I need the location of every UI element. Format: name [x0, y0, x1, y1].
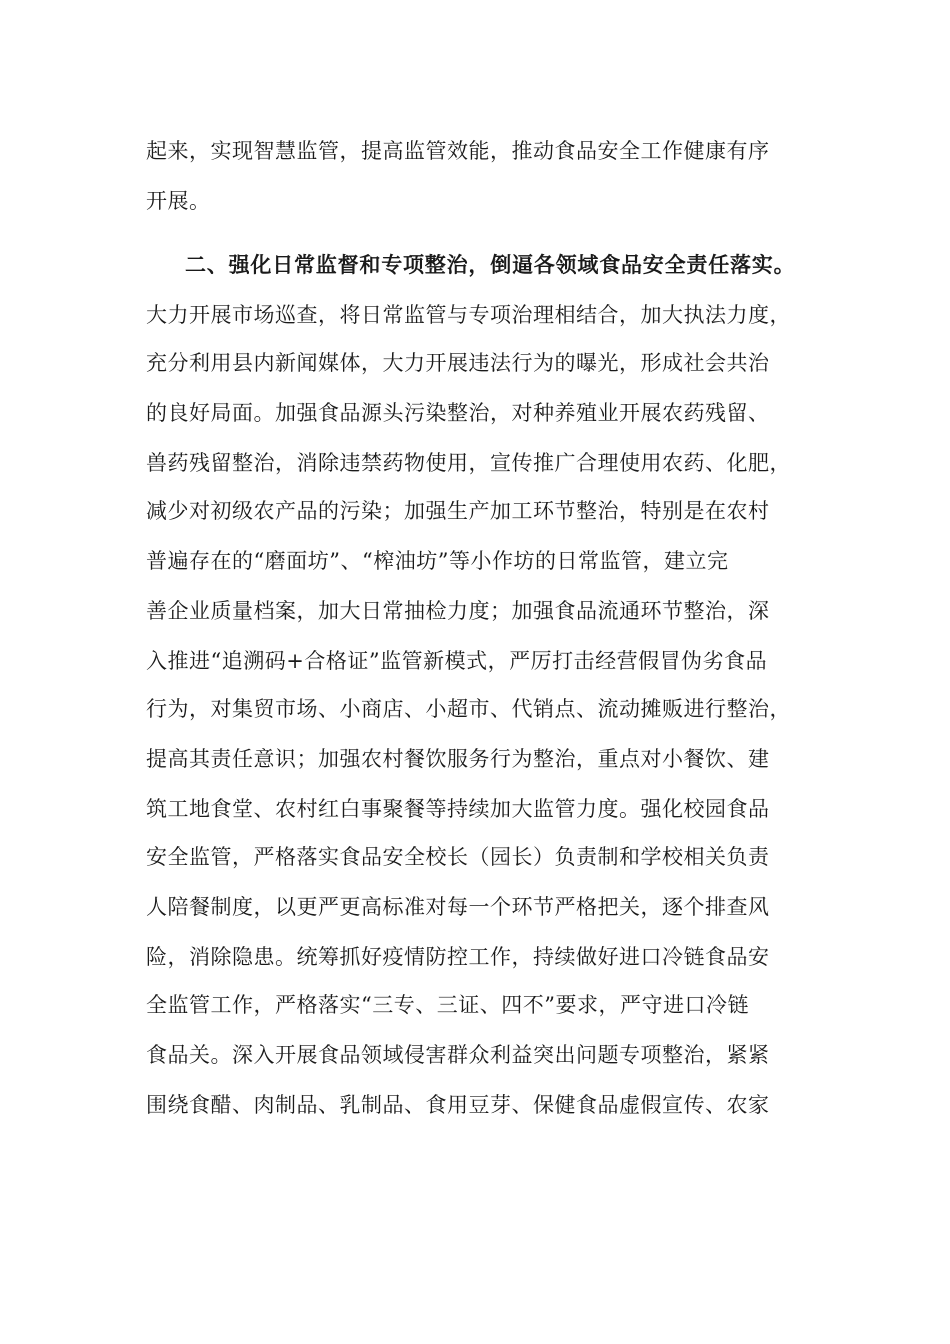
text-line: 入推进“追溯码+合格证”监管新模式，严厉打击经营假冒伪劣食品: [146, 649, 768, 673]
text-line: 险，消除隐患。统筹抓好疫情防控工作，持续做好进口冷链食品安: [146, 945, 770, 969]
text-line: 食品关。深入开展食品领域侵害群众利益突出问题专项整治，紧紧: [146, 1043, 770, 1067]
text-line: 筑工地食堂、农村红白事聚餐等持续加大监管力度。强化校园食品: [146, 797, 770, 821]
text-line: 围绕食醋、肉制品、乳制品、食用豆芽、保健食品虚假宣传、农家: [146, 1093, 770, 1117]
text-line: 减少对初级农产品的污染；加强生产加工环节整治，特别是在农村: [146, 499, 770, 523]
text-line: 行为，对集贸市场、小商店、小超市、代销点、流动摊贩进行整治，: [146, 697, 791, 721]
text-line: 安全监管，严格落实食品安全校长（园长）负责制和学校相关负责: [146, 845, 770, 869]
text-line: 兽药残留整治，消除违禁药物使用，宣传推广合理使用农药、化肥，: [146, 451, 791, 475]
section-heading: 二、强化日常监督和专项整治，倒逼各领域食品安全责任落实。: [185, 252, 796, 277]
text-line: 开展。: [146, 189, 211, 213]
text-line: 提高其责任意识；加强农村餐饮服务行为整治，重点对小餐饮、建: [146, 747, 770, 771]
text-line: 普遍存在的“磨面坊”、“榨油坊”等小作坊的日常监管，建立完: [146, 549, 729, 573]
text-line: 充分利用县内新闻媒体，大力开展违法行为的曝光，形成社会共治: [146, 351, 770, 375]
text-line: 善企业质量档案，加大日常抽检力度；加强食品流通环节整治，深: [146, 599, 770, 623]
text-line: 起来，实现智慧监管，提高监管效能，推动食品安全工作健康有序: [146, 139, 770, 163]
text-line: 的良好局面。加强食品源头污染整治，对种养殖业开展农药残留、: [146, 401, 770, 425]
text-line: 人陪餐制度，以更严更高标准对每一个环节严格把关，逐个排查风: [146, 895, 770, 919]
text-line: 大力开展市场巡查，将日常监管与专项治理相结合，加大执法力度，: [146, 303, 791, 327]
text-line: 全监管工作，严格落实“三专、三证、四不”要求，严守进口冷链: [146, 993, 749, 1017]
